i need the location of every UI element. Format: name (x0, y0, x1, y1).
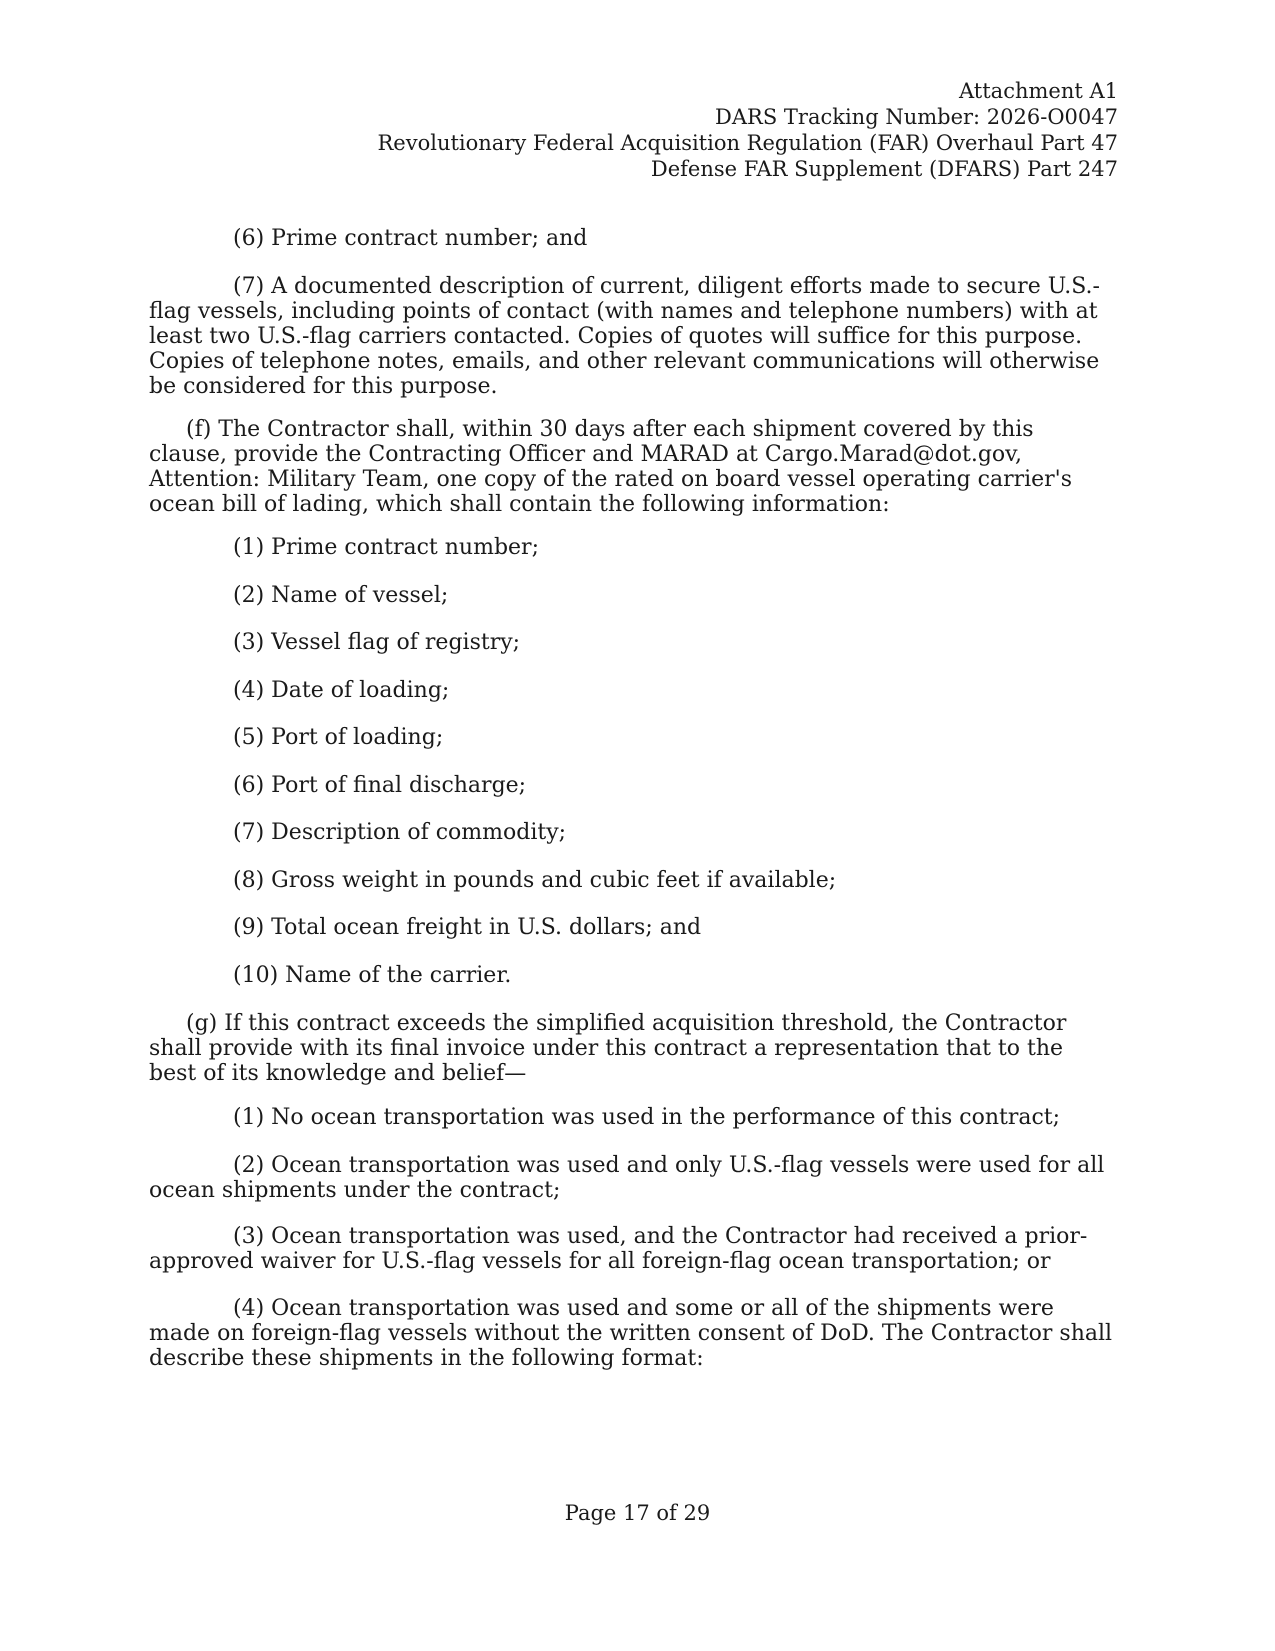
paragraph-g4: (4) Ocean transportation was used and some or all of the shipments were made on foreign-flag vessels without the written consent of DoD. The Contractor shall describe these shipments in the following format: (149, 1296, 1113, 1371)
list-item-f1: (1) Prime contract number; (233, 535, 539, 560)
header-dfars-part: Defense FAR Supplement (DFARS) Part 247 (650, 157, 1118, 181)
page-number: Page 17 of 29 (564, 1501, 711, 1525)
header-attachment: Attachment A1 (959, 79, 1118, 103)
list-item-f8: (8) Gross weight in pounds and cubic feet if available; (233, 868, 837, 893)
list-item-f4: (4) Date of loading; (233, 678, 450, 703)
list-item-f10: (10) Name of the carrier. (233, 963, 512, 988)
paragraph-e7: (7) A documented description of current, diligent efforts made to secure U.S.-flag vessels, including points of contact (with names and telephone numbers) with at least two U.S.-flag carriers contacted. Copies of quotes will suffice for this purpose. Copies of telephone notes, emails, and other relevant communications will otherwise be considered for this purpose. (149, 274, 1100, 399)
header-tracking-number: DARS Tracking Number: 2026-O0047 (715, 105, 1118, 129)
list-item-f5: (5) Port of loading; (233, 725, 444, 750)
paragraph-g2: (2) Ocean transportation was used and only U.S.-flag vessels were used for all ocean shipments under the contract; (149, 1153, 1105, 1203)
list-item-f2: (2) Name of vessel; (233, 583, 449, 608)
header-far-part: Revolutionary Federal Acquisition Regulation (FAR) Overhaul Part 47 (377, 131, 1118, 155)
page-header (378, 78, 1119, 182)
list-item-f9: (9) Total ocean freight in U.S. dollars; and (233, 915, 702, 940)
paragraph-g3: (3) Ocean transportation was used, and the Contractor had received a prior-approved waiver for U.S.-flag vessels for all foreign-flag ocean transportation; or (149, 1224, 1088, 1274)
paragraph-g1: (1) No ocean transportation was used in the performance of this contract; (233, 1105, 1061, 1130)
list-item-f3: (3) Vessel flag of registry; (233, 630, 521, 655)
paragraph-f: (f) The Contractor shall, within 30 days after each shipment covered by this clause, provide the Contracting Officer and MARAD at Cargo.Marad@dot.gov, Attention: Military Team, one copy of the rated on board vessel operating carrier's ocean bill of lading, which shall contain the following information: (149, 417, 1073, 517)
list-item-f6: (6) Port of final discharge; (233, 773, 527, 798)
paragraph-e6: (6) Prime contract number; and (233, 226, 588, 251)
page-footer (0, 1500, 1275, 1526)
list-item-f7: (7) Description of commodity; (233, 820, 567, 845)
paragraph-g: (g) If this contract exceeds the simplified acquisition threshold, the Contractor shall provide with its final invoice under this contract a representation that to the best of its knowledge and belief— (149, 1011, 1067, 1086)
